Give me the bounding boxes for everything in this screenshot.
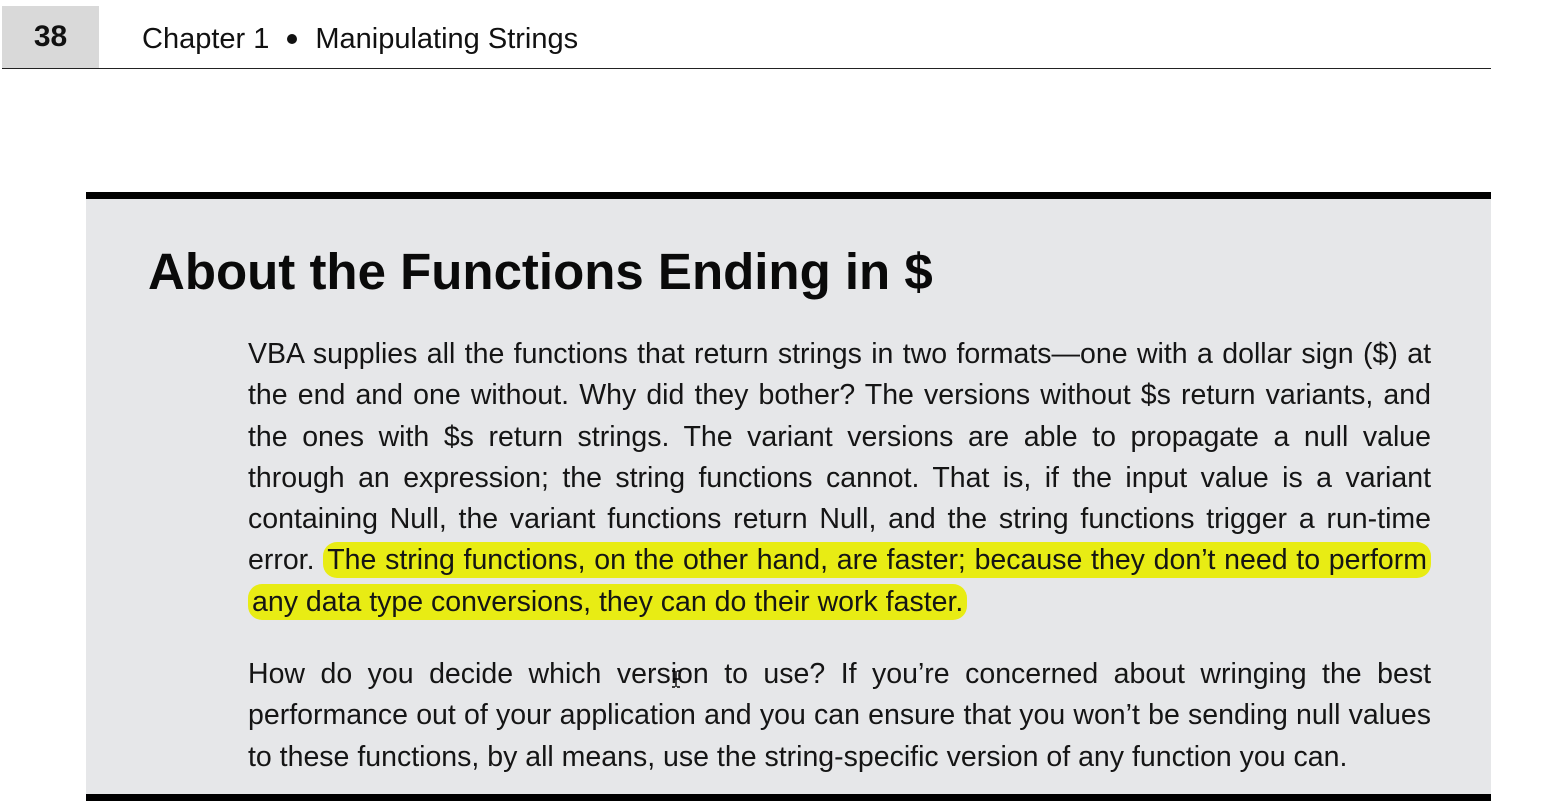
section-label: Manipulating Strings <box>315 23 579 55</box>
bullet-separator-icon <box>287 34 297 44</box>
sidebar-paragraph-1 <box>248 334 1431 623</box>
sidebar-title: About the Functions Ending in $ <box>148 243 933 300</box>
page-number-text: 38 <box>33 20 68 53</box>
page-number <box>2 6 99 68</box>
chapter-label: Chapter 1 <box>142 23 270 55</box>
paragraph-1-text: VBA supplies all the functions that return strings in two formats—one with a dollar sign ($) at the end and one without. Why did they bother? The versions without $s return variants, and the ones with $s return strings. The variant versions are able to propagate a null value through an expression; the string functions cannot. That is, if the input value is a variant containing Null, the variant functions return Null, and the string functions trigger a run-time error. <box>248 338 1431 577</box>
text-cursor-icon <box>668 670 684 688</box>
sidebar-box <box>86 192 1491 801</box>
header-rule <box>2 68 1491 69</box>
sidebar-paragraph-2: How do you decide which version to use? If you’re concerned about wringing the best performance out of your application and you can ensure that you won’t be sending null values to these functions, by all means, use the string-specific version of any function you can. <box>248 658 1431 773</box>
highlighted-text[interactable]: The string functions, on the other hand, are faster; because they don’t need to perform any data type conversions, they can do their work faster. <box>248 542 1431 619</box>
running-head <box>142 20 578 58</box>
